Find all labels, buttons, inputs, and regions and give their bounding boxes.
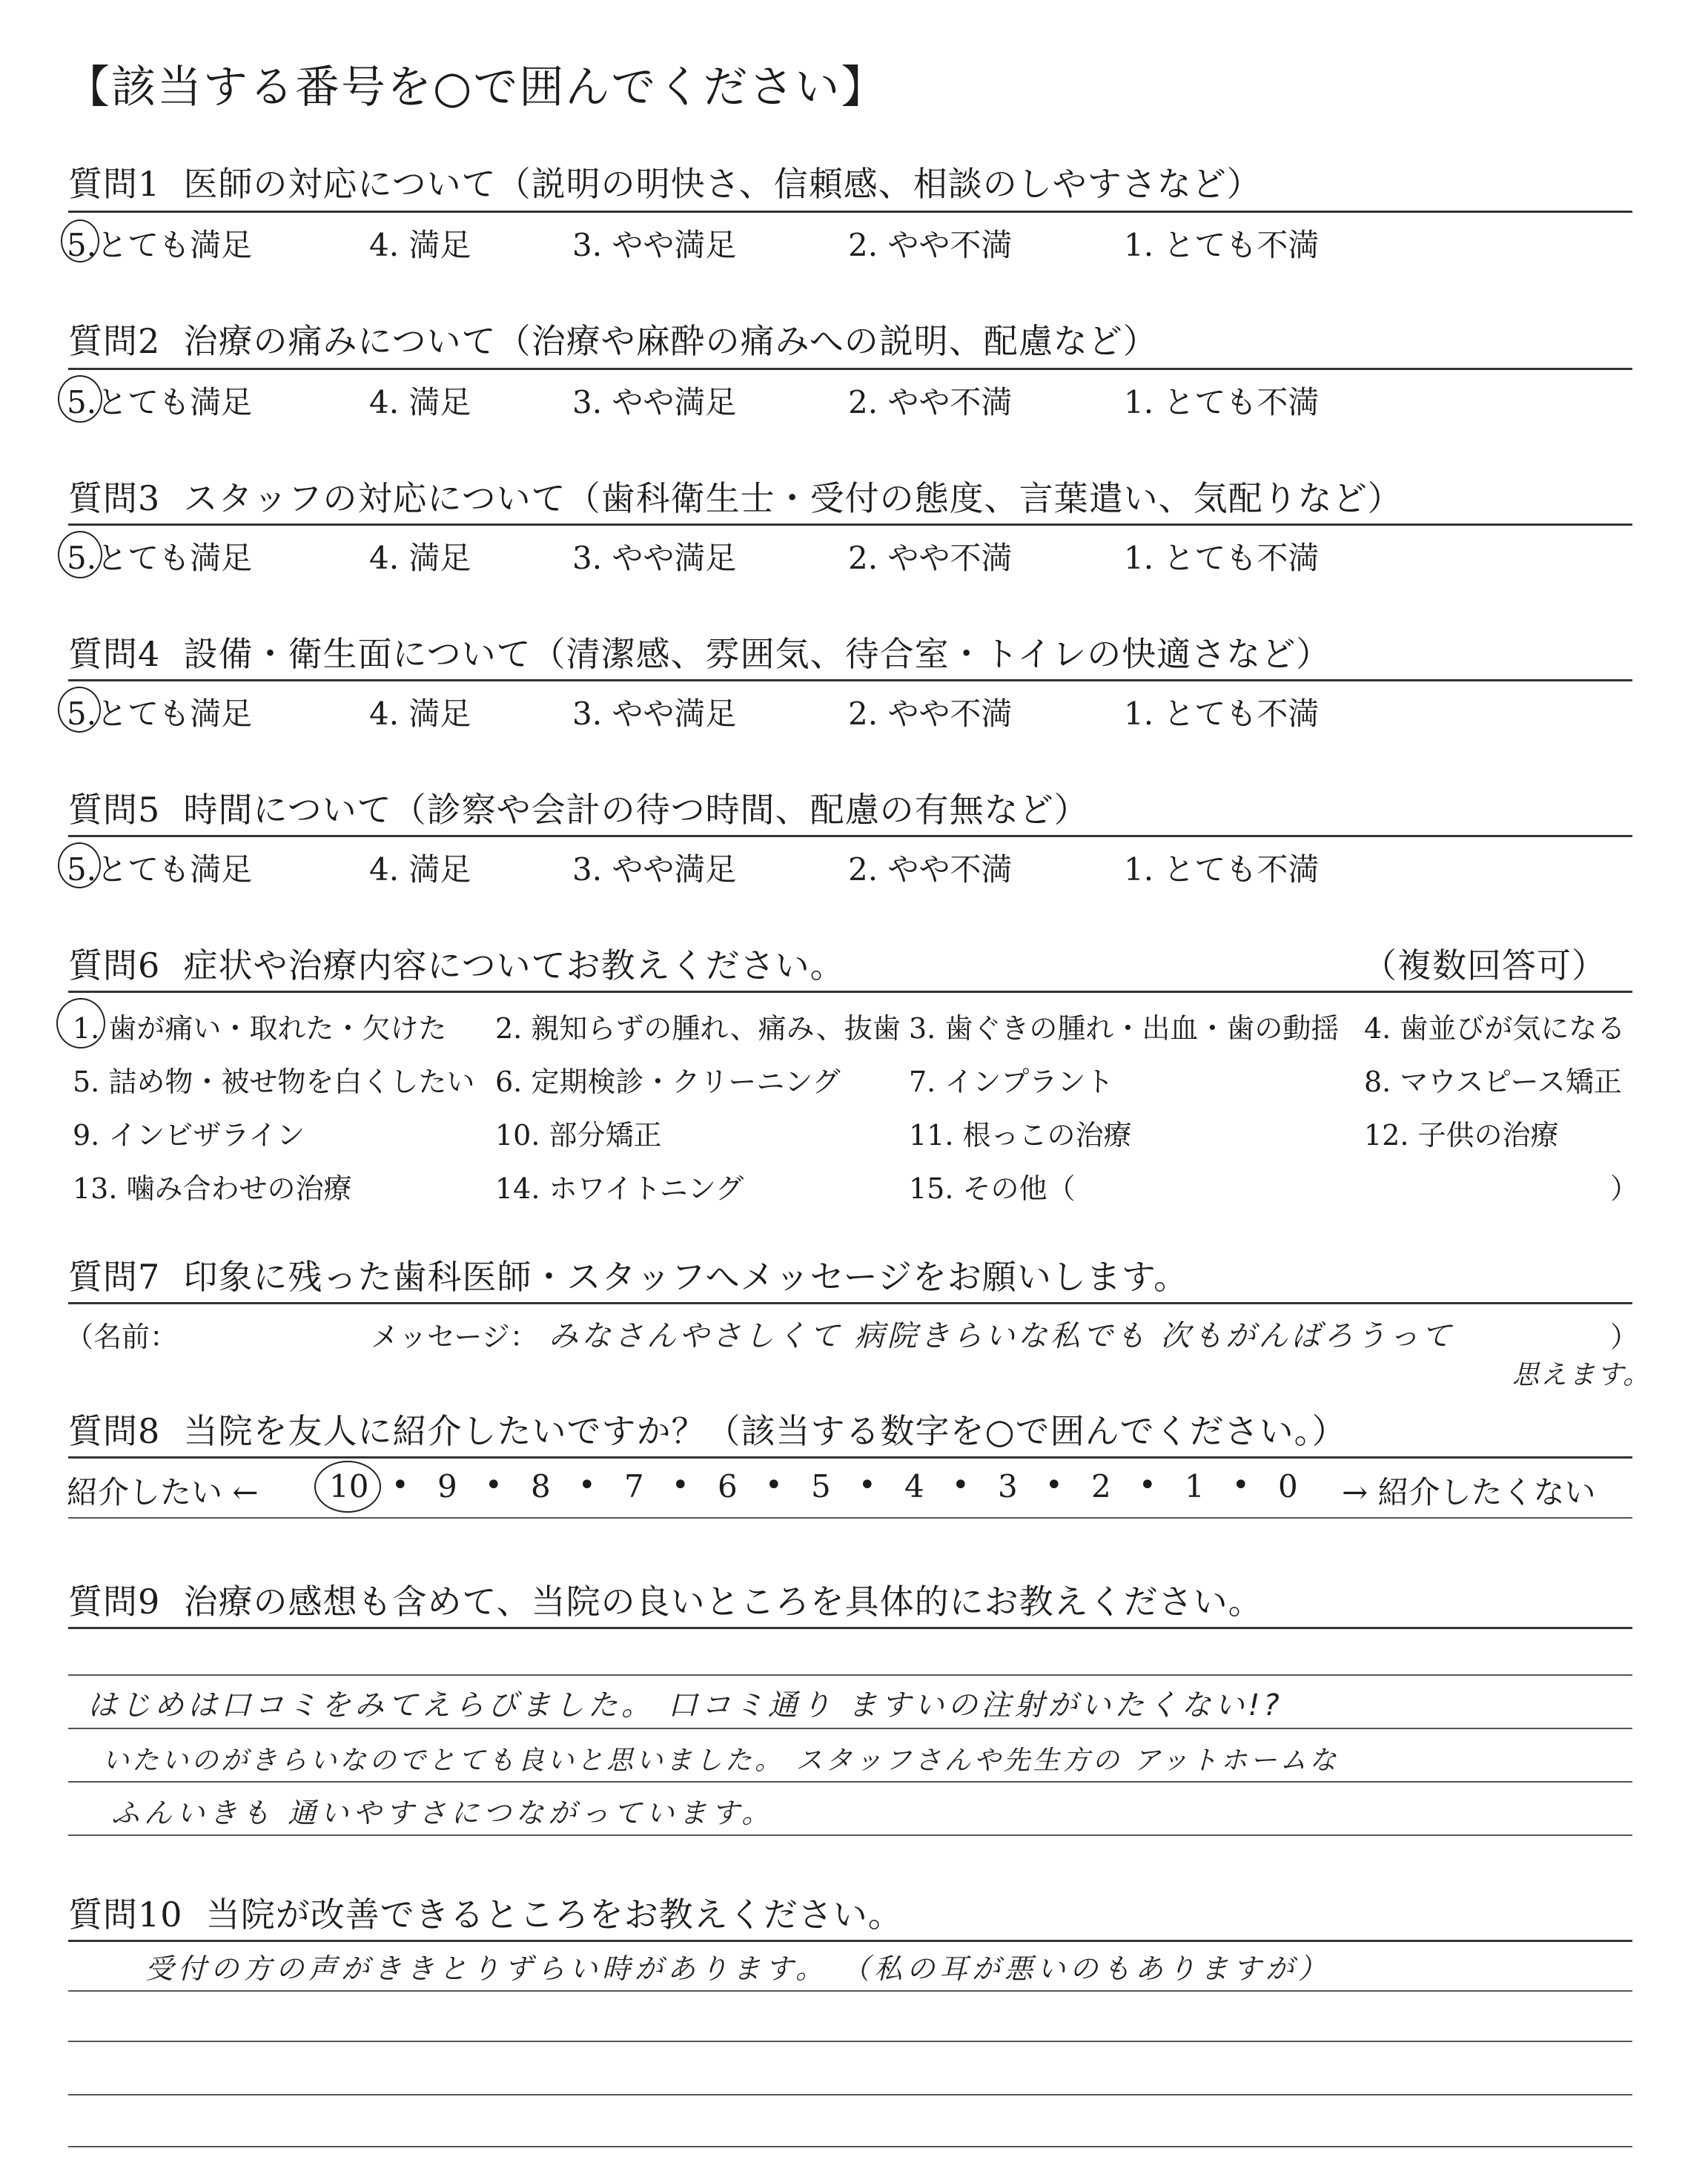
- q8-dot: •: [672, 1468, 689, 1502]
- question-2-label: 質問2: [68, 321, 161, 361]
- q6-option-3[interactable]: 3. 歯ぐきの腫れ・出血・歯の動揺: [909, 1012, 1340, 1045]
- question-1-label: 質問1: [68, 164, 161, 204]
- q4-option-2[interactable]: 2. やや不満: [848, 696, 1013, 732]
- q8-bottom-rule: [68, 1517, 1632, 1519]
- q10-writing-line: [68, 2041, 1632, 2042]
- q6-option-15[interactable]: 15. その他（: [909, 1172, 1076, 1205]
- question-7-text: 印象に残った歯科医師・スタッフへメッセージをお願いします。: [183, 1257, 1189, 1297]
- q9-handwriting-line-1[interactable]: はじめは口コミをみてえらびました。 口コミ通り ますいの注射がいたくない!?: [87, 1688, 1283, 1723]
- q3-option-2[interactable]: 2. やや不満: [848, 540, 1013, 576]
- q7-close-paren: ）: [1610, 1321, 1639, 1353]
- question-3-label: 質問3: [68, 478, 161, 518]
- q6-option-5[interactable]: 5. 詰め物・被せ物を白くしたい: [73, 1066, 475, 1098]
- q3-option-3[interactable]: 3. やや満足: [572, 540, 737, 576]
- question-6-text: 症状や治療内容についてお教えください。: [183, 945, 845, 985]
- question-7-label: 質問7: [68, 1257, 161, 1297]
- question-4-heading: [68, 627, 1331, 676]
- q8-dot: •: [765, 1468, 783, 1502]
- q6-option-4[interactable]: 4. 歯並びが気になる: [1364, 1012, 1626, 1045]
- question-9-heading: [68, 1575, 1263, 1624]
- question-3-heading: [68, 472, 1403, 521]
- question-8-heading: [68, 1404, 1347, 1453]
- q8-dot: •: [952, 1468, 970, 1502]
- survey-title: 【該当する番号を○で囲んでください】: [65, 62, 887, 113]
- question-10-rule: [68, 1940, 1632, 1942]
- q10-writing-line: [68, 2146, 1632, 2147]
- question-3-rule: [68, 524, 1632, 526]
- q8-scale-2[interactable]: 2: [1091, 1468, 1111, 1505]
- question-8-text: 当院を友人に紹介したいですか？（該当する数字を○で囲んでください。）: [183, 1411, 1347, 1451]
- q5-option-1[interactable]: 1. とても不満: [1124, 851, 1320, 888]
- q1-option-2[interactable]: 2. やや不満: [848, 227, 1013, 263]
- q5-selected-circle: [58, 842, 101, 888]
- question-9-label: 質問9: [68, 1582, 161, 1622]
- q9-writing-line: [68, 1834, 1632, 1836]
- q9-writing-line: [68, 1674, 1632, 1676]
- q8-dot: •: [578, 1468, 596, 1502]
- q1-option-3[interactable]: 3. やや満足: [572, 227, 737, 263]
- question-1-rule: [68, 211, 1632, 213]
- q5-option-3[interactable]: 3. やや満足: [572, 851, 737, 888]
- q3-option-5[interactable]: 5.とても満足: [67, 540, 253, 576]
- q8-dot: •: [1045, 1468, 1063, 1502]
- question-4-rule: [68, 679, 1632, 681]
- question-10-label: 質問10: [68, 1895, 183, 1935]
- question-1-text: 医師の対応について（説明の明快さ、信頼感、相談のしやすさなど）: [183, 164, 1262, 204]
- q8-selected-circle: [314, 1461, 381, 1513]
- question-4-text: 設備・衛生面について（清潔感、雰囲気、待合室・トイレの快適さなど）: [183, 634, 1331, 674]
- question-10-text: 当院が改善できるところをお教えください。: [205, 1895, 903, 1935]
- question-5-heading: [68, 783, 1089, 832]
- q8-scale-5[interactable]: 5: [811, 1468, 831, 1505]
- q7-message-label: メッセージ：: [371, 1321, 538, 1353]
- question-5-text: 時間について（診察や会計の待つ時間、配慮の有無など）: [183, 790, 1089, 830]
- q6-option-15-close: ）: [1610, 1172, 1639, 1205]
- q6-option-13[interactable]: 13. 噛み合わせの治療: [73, 1172, 352, 1205]
- q6-selected-circle: [56, 998, 105, 1048]
- q8-scale-6[interactable]: 6: [718, 1468, 738, 1505]
- q8-dot: •: [1139, 1468, 1156, 1502]
- q8-scale-8[interactable]: 8: [531, 1468, 551, 1505]
- q6-option-7[interactable]: 7. インプラント: [909, 1066, 1114, 1098]
- q8-dot: •: [1232, 1468, 1250, 1502]
- question-7-rule: [68, 1302, 1632, 1304]
- q10-handwriting-line-1[interactable]: 受付の方の声がききとりずらい時があります。 （私の耳が悪いのもありますが）: [145, 1952, 1331, 1985]
- q8-scale-9[interactable]: 9: [437, 1468, 457, 1505]
- question-1-heading: [68, 157, 1262, 206]
- q6-option-1[interactable]: 1. 歯が痛い・取れた・欠けた: [73, 1012, 447, 1045]
- q9-handwriting-line-3[interactable]: ふんいきも 通いやすさにつながっています。: [111, 1797, 775, 1829]
- question-6-note: （複数回答可）: [1363, 945, 1606, 985]
- q2-option-3[interactable]: 3. やや満足: [572, 384, 737, 420]
- q8-dot: •: [391, 1468, 409, 1502]
- q4-option-4[interactable]: 4. 満足: [369, 696, 471, 732]
- question-10-heading: [68, 1888, 903, 1937]
- q6-option-9[interactable]: 9. インビザライン: [73, 1119, 305, 1152]
- question-8-label: 質問8: [68, 1411, 161, 1451]
- q4-option-5[interactable]: 5.とても満足: [67, 696, 253, 732]
- question-2-heading: [68, 314, 1158, 363]
- question-2-text: 治療の痛みについて（治療や麻酔の痛みへの説明、配慮など）: [183, 321, 1158, 361]
- q2-option-5[interactable]: 5.とても満足: [67, 384, 253, 420]
- q9-handwriting-line-2[interactable]: いたいのがきらいなのでとても良いと思いました。 スタッフさんや先生方の アットホームな: [102, 1745, 1340, 1776]
- q1-selected-circle: [61, 219, 99, 262]
- question-4-label: 質問4: [68, 634, 161, 674]
- q2-selected-circle: [58, 375, 102, 423]
- question-8-rule: [68, 1456, 1632, 1459]
- q9-writing-line: [68, 1728, 1632, 1729]
- q5-option-4[interactable]: 4. 満足: [369, 851, 471, 888]
- q8-scale-0[interactable]: 0: [1278, 1468, 1298, 1505]
- q3-selected-circle: [58, 531, 102, 578]
- q3-option-4[interactable]: 4. 満足: [369, 540, 471, 576]
- question-3-text: スタッフの対応について（歯科衛生士・受付の態度、言葉遣い、気配りなど）: [183, 478, 1403, 518]
- q6-option-6[interactable]: 6. 定期検診・クリーニング: [495, 1066, 841, 1098]
- q10-writing-line: [68, 1990, 1632, 1992]
- q6-option-14[interactable]: 14. ホワイトニング: [495, 1172, 744, 1205]
- question-5-label: 質問5: [68, 790, 161, 830]
- q5-option-2[interactable]: 2. やや不満: [848, 851, 1013, 888]
- q6-option-10[interactable]: 10. 部分矯正: [495, 1119, 662, 1152]
- q4-option-3[interactable]: 3. やや満足: [572, 696, 737, 732]
- q1-option-1[interactable]: 1. とても不満: [1124, 227, 1320, 263]
- q8-scale-10[interactable]: 10: [329, 1468, 369, 1505]
- q8-scale-4[interactable]: 4: [904, 1468, 924, 1505]
- q8-left-label: 紹介したい ←: [67, 1474, 259, 1510]
- q8-right-label: → 紹介したくない: [1342, 1474, 1596, 1510]
- q6-option-12[interactable]: 12. 子供の治療: [1364, 1119, 1559, 1152]
- question-6-heading: [68, 939, 845, 988]
- question-6-rule: [68, 991, 1632, 993]
- q7-message-handwriting-cont[interactable]: 思えます。: [1512, 1360, 1652, 1390]
- q9-writing-line: [68, 1781, 1632, 1783]
- q10-writing-line: [68, 2094, 1632, 2095]
- q8-scale-7[interactable]: 7: [624, 1468, 644, 1505]
- q6-option-8[interactable]: 8. マウスピース矯正: [1364, 1066, 1622, 1098]
- q2-option-1[interactable]: 1. とても不満: [1124, 384, 1320, 420]
- q6-option-11[interactable]: 11. 根っこの治療: [909, 1119, 1132, 1152]
- q5-option-5[interactable]: 5.とても満足: [67, 851, 253, 888]
- question-9-rule: [68, 1627, 1632, 1629]
- q4-selected-circle: [58, 687, 101, 733]
- question-2-rule: [68, 368, 1632, 370]
- q8-scale-3[interactable]: 3: [998, 1468, 1018, 1505]
- q7-message-handwriting[interactable]: みなさんやさしくて 病院きらいな私でも 次もがんばろうって: [549, 1319, 1454, 1353]
- q2-option-4[interactable]: 4. 満足: [369, 384, 471, 420]
- question-5-rule: [68, 835, 1632, 837]
- q1-option-5[interactable]: 5.とても満足: [67, 227, 253, 263]
- q8-scale-1[interactable]: 1: [1185, 1468, 1205, 1505]
- q8-dot: •: [485, 1468, 503, 1502]
- q4-option-1[interactable]: 1. とても不満: [1124, 696, 1320, 732]
- q6-option-2[interactable]: 2. 親知らずの腫れ、痛み、抜歯: [495, 1012, 901, 1045]
- q2-option-2[interactable]: 2. やや不満: [848, 384, 1013, 420]
- question-7-heading: [68, 1250, 1188, 1299]
- question-6-label: 質問6: [68, 945, 161, 985]
- q3-option-1[interactable]: 1. とても不満: [1124, 540, 1320, 576]
- q7-name-label: （名前：: [65, 1321, 179, 1353]
- q8-dot: •: [858, 1468, 876, 1502]
- question-9-text: 治療の感想も含めて、当院の良いところを具体的にお教えください。: [183, 1582, 1263, 1622]
- q1-option-4[interactable]: 4. 満足: [369, 227, 471, 263]
